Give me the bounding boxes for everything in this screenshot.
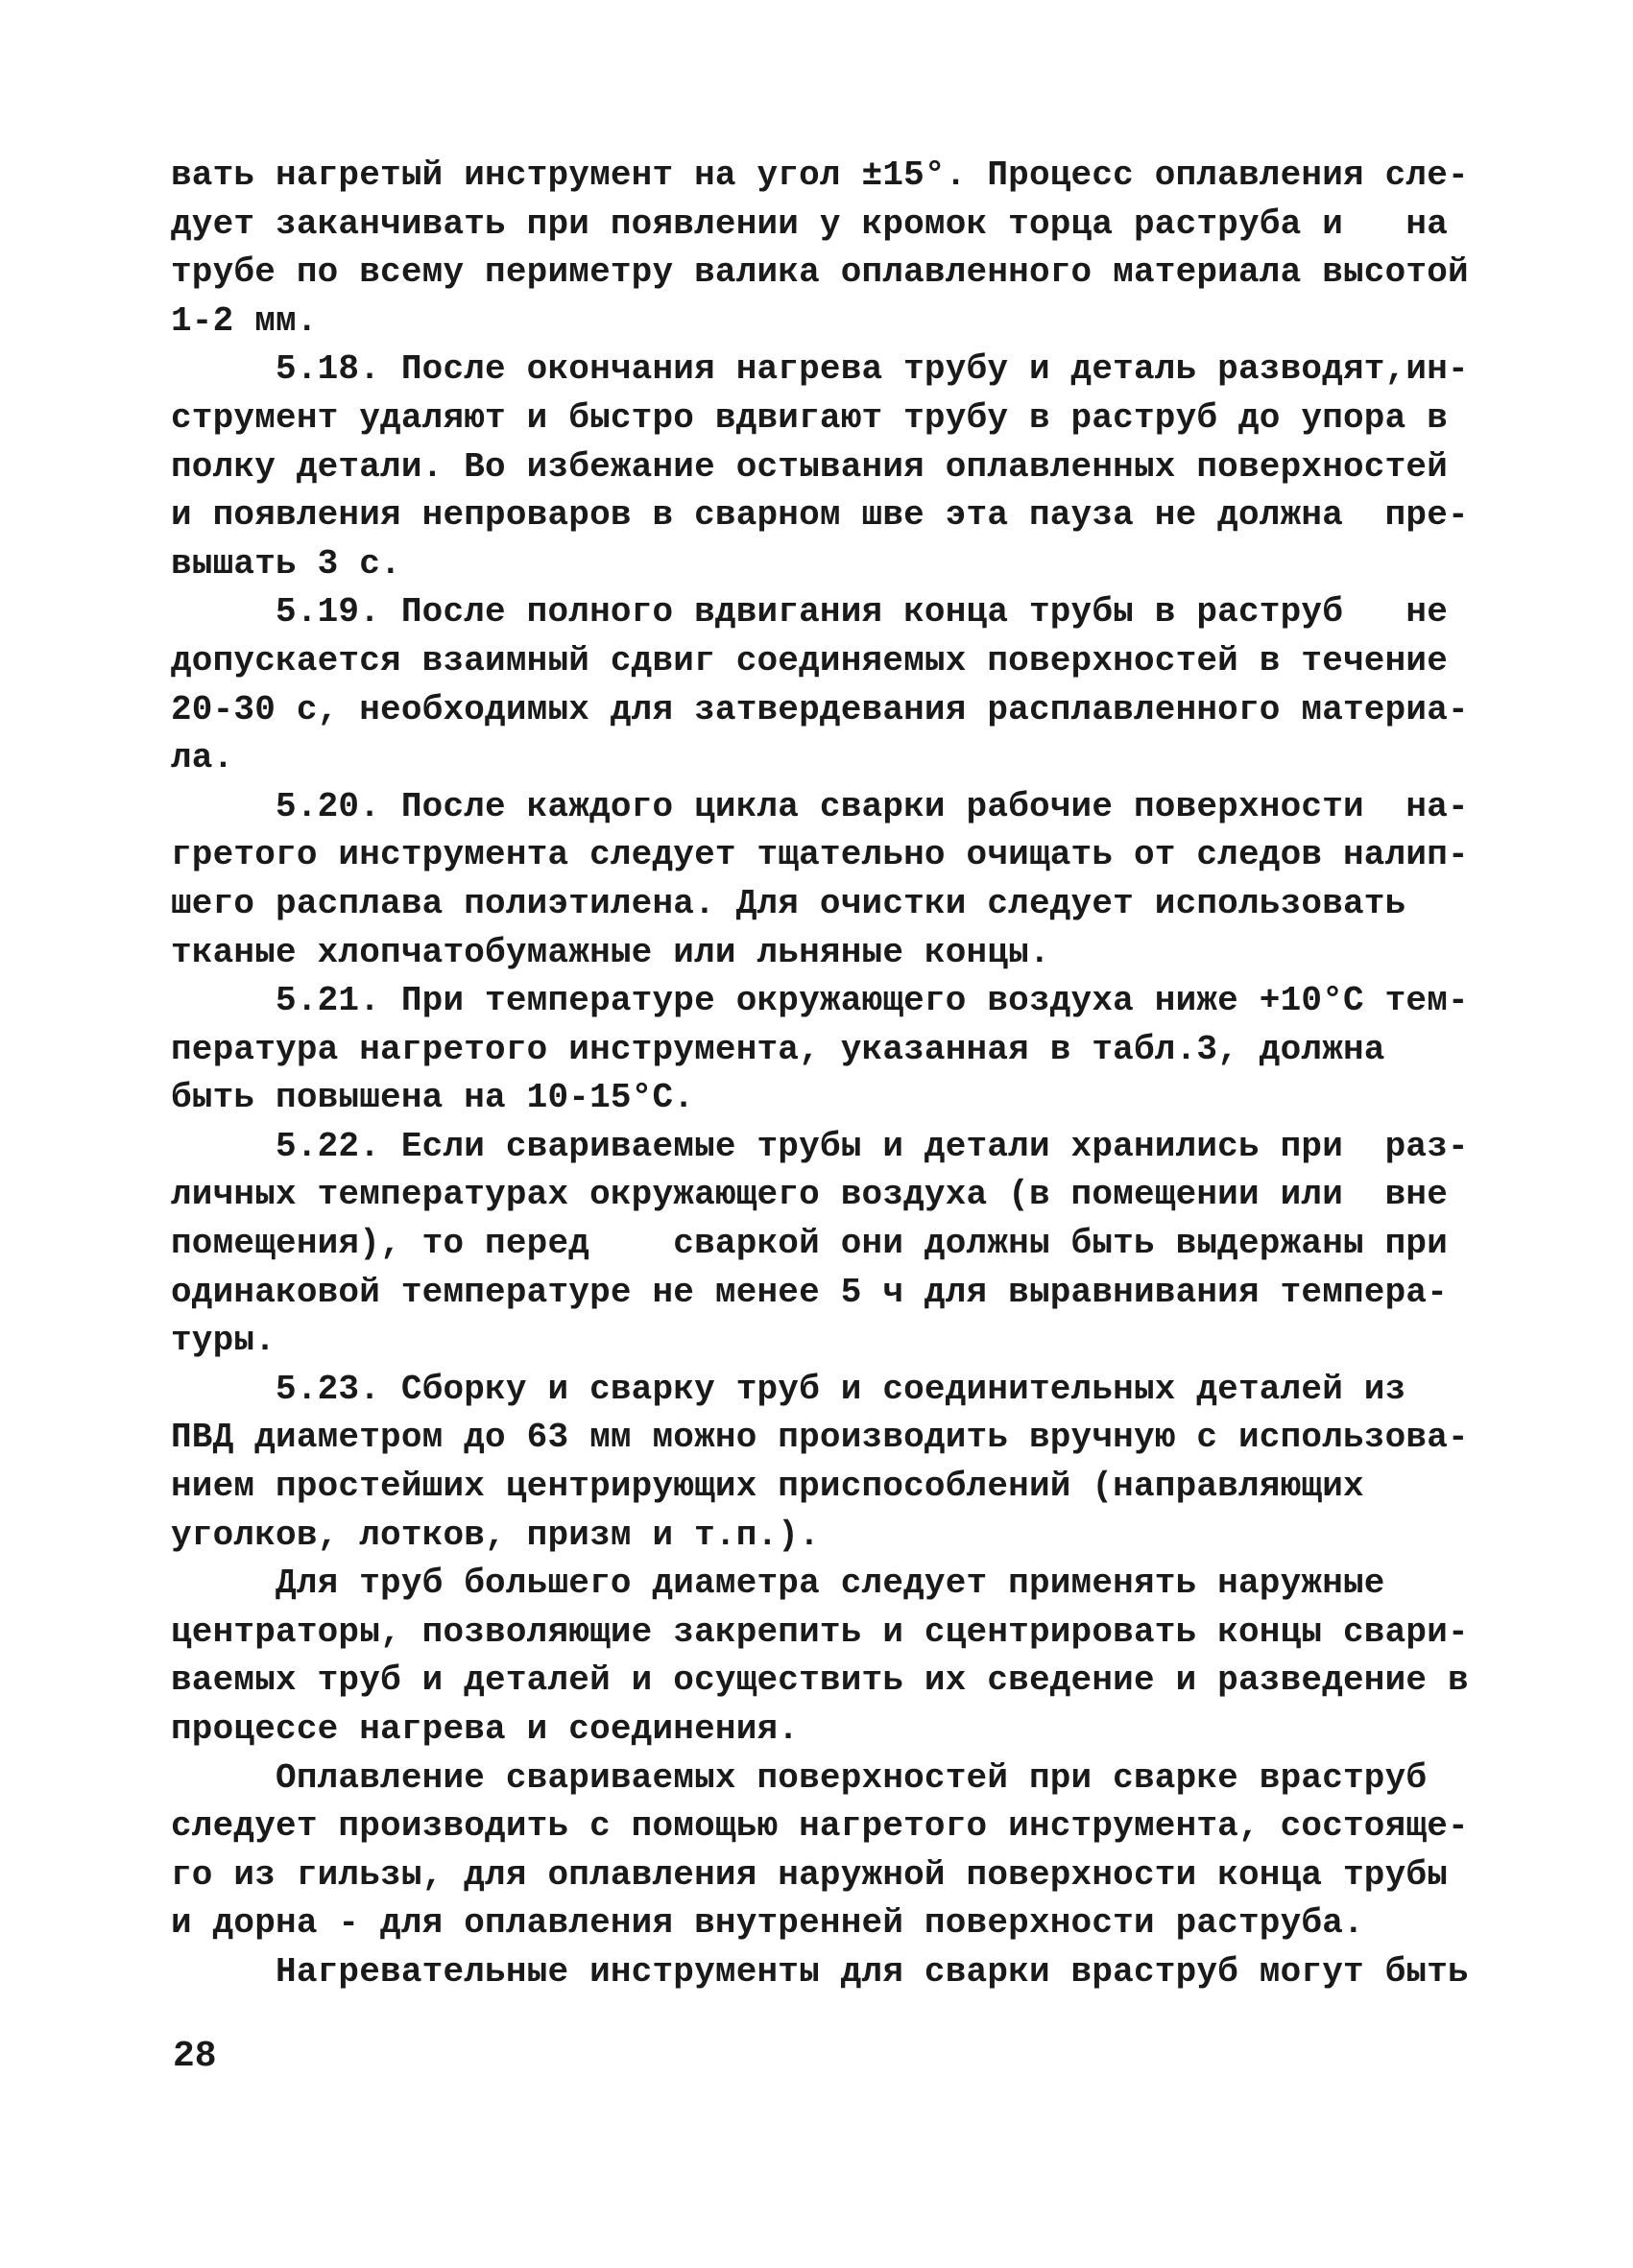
text-line: Для труб большего диаметра следует применять наружные [171,1564,1385,1604]
text-line: струмент удаляют и быстро вдвигают трубу в раструб до упора в [171,397,1449,438]
text-line: допускается взаимный сдвиг соединяемых поверхностей в течение [171,640,1449,680]
text-line: гретого инструмента следует тщательно очищать от следов налип- [171,835,1469,875]
text-line: ла. [171,738,234,778]
text-line: уголков, лотков, призм и т.п.). [171,1515,820,1555]
text-line: 5.22. Если свариваемые трубы и детали хранились при раз- [171,1126,1469,1166]
text-line: 5.19. После полного вдвигания конца трубы в раструб не [171,592,1449,633]
text-line: следует производить с помощью нагретого инструмента, состояще- [171,1806,1469,1847]
text-line: вышать 3 с. [171,543,401,584]
text-line: процессе нагрева и соединения. [171,1709,800,1749]
text-line: ПВД диаметром до 63 мм можно производить вручную с использова- [171,1418,1469,1458]
body-text [171,152,1469,1997]
text-line: нием простейших центрирующих приспособлений (направляющих [171,1467,1364,1507]
text-line: одинаковой температуре не менее 5 ч для выравнивания темпера- [171,1272,1449,1312]
page-number: 28 [173,2036,217,2077]
text-line: полку детали. Во избежание остывания оплавленных поверхностей [171,446,1449,487]
text-line: Оплавление свариваемых поверхностей при сварке враструб [171,1757,1428,1798]
text-line: центраторы, позволяющие закрепить и сцентрировать концы свари- [171,1611,1469,1652]
text-line: личных температурах окружающего воздуха (в помещении или вне [171,1175,1449,1215]
text-line: дует заканчивать при появлении у кромок торца раструба и на [171,203,1449,244]
text-line: шего расплава полиэтилена. Для очистки следует использовать [171,883,1406,923]
text-line: 5.21. При температуре окружающего воздуха ниже +10°С тем- [171,981,1469,1021]
text-line: тканые хлопчатобумажные или льняные концы. [171,932,1050,972]
text-line: 1-2 мм. [171,300,318,341]
text-line: 5.20. После каждого цикла сварки рабочие поверхности на- [171,786,1469,826]
text-line: 5.18. После окончания нагрева трубу и деталь разводят,ин- [171,349,1469,390]
text-line: вать нагретый инструмент на угол ±15°. Процесс оплавления сле- [171,155,1469,195]
text-line: и появления непроваров в сварном шве эта пауза не должна пре- [171,495,1469,536]
text-line: Нагревательные инструменты для сварки враструб могут быть [171,1951,1469,1992]
text-line: помещения), то перед сваркой они должны быть выдержаны при [171,1224,1449,1264]
text-line: го из гильзы, для оплавления наружной поверхности конца трубы [171,1854,1449,1895]
text-line: ваемых труб и деталей и осуществить их сведение и разведение в [171,1660,1469,1701]
text-line: 5.23. Сборку и сварку труб и соединительных деталей из [171,1369,1406,1409]
text-line: пература нагретого инструмента, указанная в табл.3, должна [171,1029,1385,1069]
text-line: трубе по всему периметру валика оплавленного материала высотой [171,252,1469,293]
text-line: туры. [171,1321,276,1361]
text-line: быть повышена на 10-15°С. [171,1078,695,1118]
text-line: и дорна - для оплавления внутренней поверхности раструба. [171,1903,1364,1944]
text-line: 20-30 с, необходимых для затвердевания расплавленного материа- [171,689,1469,729]
